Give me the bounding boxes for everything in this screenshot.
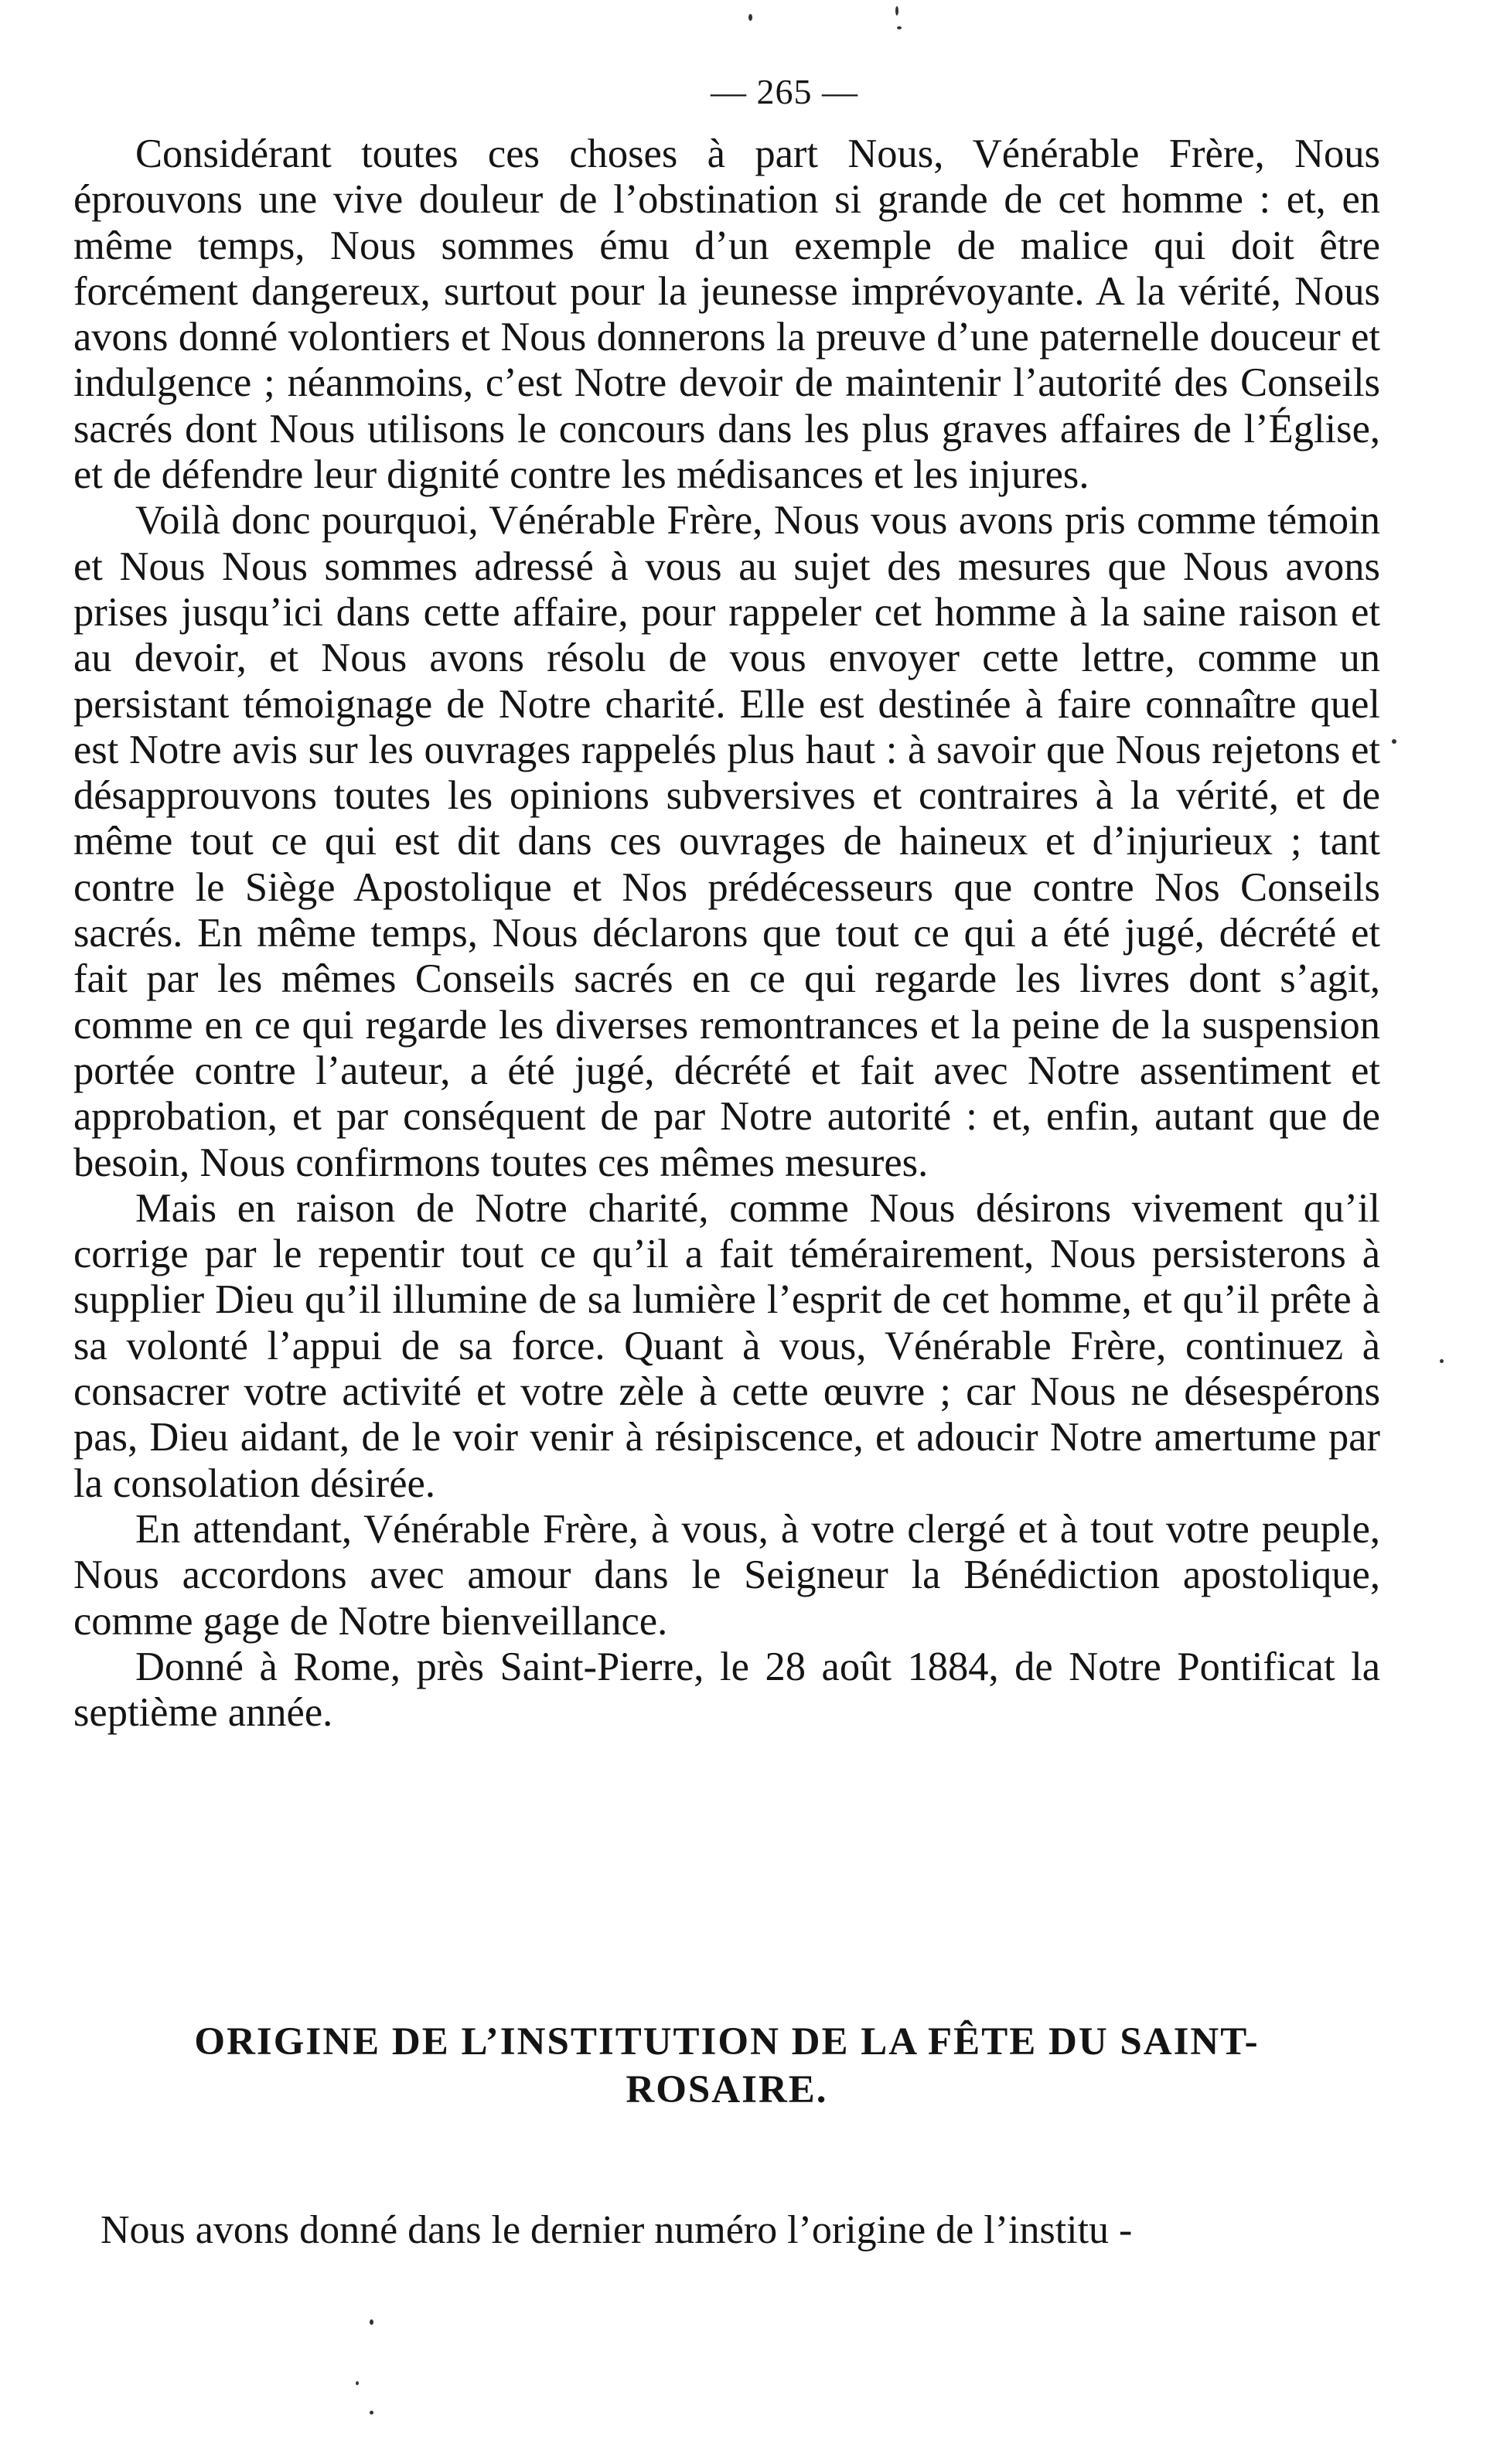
paragraph-3: Mais en raison de Notre charité, comme Nous désirons vivement qu’il corrige par le repentir tout ce qu’il a fait témérairement, Nous persisterons à supplier Dieu qu’il illumine de sa lumière l’esprit de cet homme, et qu’il prête à sa volonté l’appui de sa force. Quant à vous, Vénérable Frère, continuez à consacrer votre activité et votre zèle à cette œuvre ; car Nous ne désespérons pas, Dieu aidant, de le voir venir à résipiscence, et adoucir Notre amertume par la consolation désirée. [73,1185,1380,1506]
print-speck [1392,739,1396,744]
paragraph-1: Considérant toutes ces choses à part Nous, Vénérable Frère, Nous éprouvons une vive douleur de l’obstination si grande de cet homme : et, en même temps, Nous sommes ému d’un exemple de malice qui doit être forcément dangereux, surtout pour la jeunesse imprévoyante. A la vérité, Nous avons donné volontiers et Nous donnerons la preuve d’une paternelle douceur et indulgence ; néanmoins, c’est Notre devoir de maintenir l’autorité des Conseils sacrés dont Nous utilisons le concours dans les plus graves affaires de l’Église, et de défendre leur dignité contre les médisances et les injures. [73,131,1380,498]
print-speck [370,2411,373,2415]
paragraph-4: En attendant, Vénérable Frère, à vous, à votre clergé et à tout votre peuple, Nous accordons avec amour dans le Seigneur la Bénédiction apostolique, comme gage de Notre bienveillance. [73,1506,1380,1644]
page-number: — 265 — [711,72,858,111]
print-speck [1440,1359,1444,1363]
print-speck [370,2319,373,2325]
paragraph-2: Voilà donc pourquoi, Vénérable Frère, Nous vous avons pris comme témoin et Nous Nous sommes adressé à vous au sujet des mesures que Nous avons prises jusqu’ici dans cette affaire, pour rappeler cet homme à la saine raison et au devoir, et Nous avons résolu de vous envoyer cette lettre, comme un persistant témoignage de Notre charité. Elle est destinée à faire connaître quel est Notre avis sur les ouvrages rappelés plus haut : à savoir que Nous rejetons et désapprouvons toutes les opinions subversives et contraires à la vérité, et de même tout ce qui est dit dans ces ouvrages de haineux et d’injurieux ; tant contre le Siège Apostolique et Nos prédécesseurs que contre Nos Conseils sacrés. En même temps, Nous déclarons que tout ce qui a été jugé, décrété et fait par les mêmes Conseils sacrés en ce qui regarde les livres dont s’agit, comme en ce qui regarde les diverses remontrances et la peine de la suspension portée contre l’auteur, a été jugé, décrété et fait avec Notre assentiment et approbation, et par conséquent de par Notre autorité : et, enfin, autant que de besoin, Nous confirmons toutes ces mêmes mesures. [73,498,1380,1185]
section-heading: ORIGINE DE L’INSTITUTION DE LA FÊTE DU SAINT-ROSAIRE. [194,2020,1260,2111]
body-text [73,131,1380,1736]
print-speck [748,14,752,21]
print-speck [897,26,902,29]
paragraph-5: Donné à Rome, près Saint-Pierre, le 28 août 1884, de Notre Pontificat la septième année. [73,1644,1380,1736]
section-continuation: Nous avons donné dans le dernier numéro l’origine de l’institu - [101,2208,1133,2252]
print-speck [356,2381,359,2385]
print-speck [895,6,898,15]
